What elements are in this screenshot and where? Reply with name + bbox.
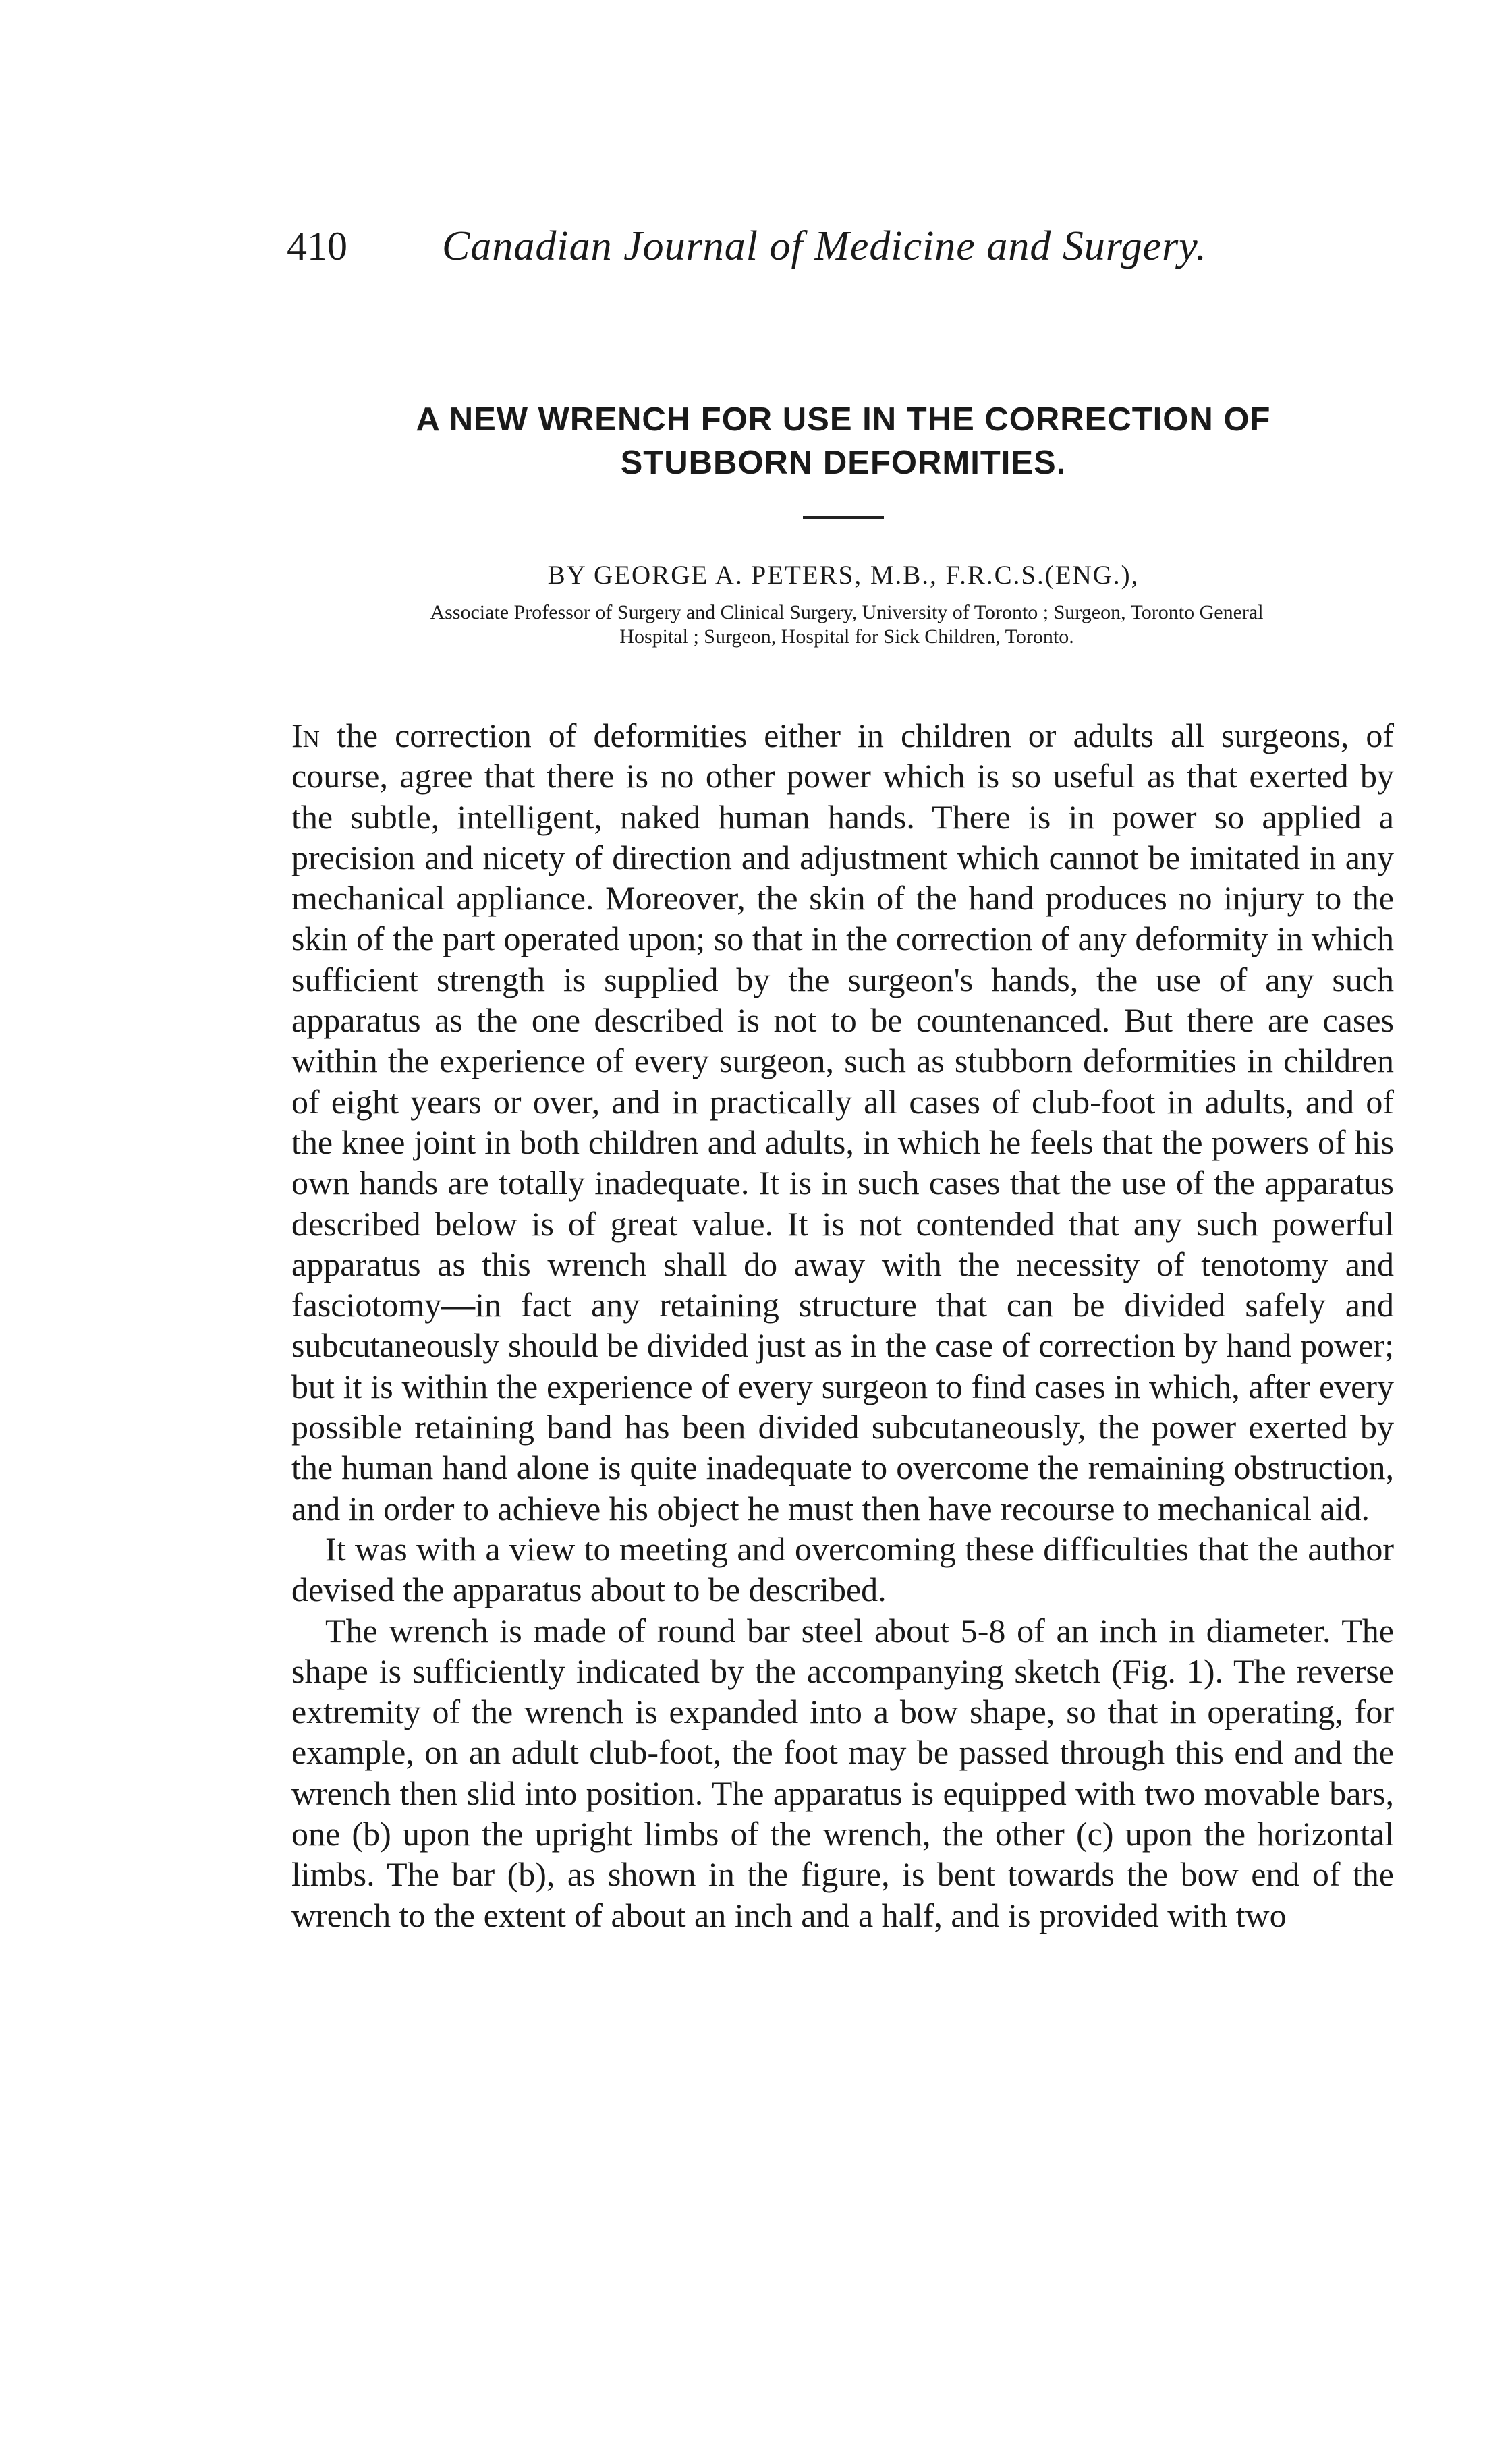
running-head xyxy=(287,223,1393,270)
paragraph-1-text: the correction of deformities either in children or adults all surgeons, of course, agree that there is no other power which is so useful as that exerted by the subtle, intelligent, naked human hands. There is in power so applied a precision and nicety of direction and adjustment which cannot be imitated in any mechanical appliance. Moreover, the skin of the hand produces no injury to the skin of the part operated upon; so that in the correction of any deformity in which sufficient strength is supplied by the surgeon's hands, the use of any such apparatus as the one described is not to be countenanced. But there are cases within the experience of every surgeon, such as stubborn deformities in children of eight years or over, and in practically all cases of club-foot in adults, and of the knee joint in both children and adults, in which he feels that the powers of his own hands are totally inadequate. It is in such cases that the use of the apparatus described below is of great value. It is not contended that any such powerful apparatus as this wrench shall do away with the necessity of tenotomy and fasciotomy—in fact any retaining structure that can be divided safely and subcutaneously should be divided just as in the case of correction by hand power; but it is within the experience of every surgeon to find cases in which, after every possible retaining band has been divided subcutaneously, the power exerted by the human hand alone is quite inadequate to overcome the remaining obstruction, and in order to achieve his object he must then have recourse to mechanical aid. xyxy=(291,716,1394,1527)
page-number: 410 xyxy=(287,224,347,269)
affiliation-line-1: Associate Professor of Surgery and Clinical Surgery, University of Toronto ; Surgeon, Toronto General xyxy=(430,601,1264,623)
paragraph-lead-word: In xyxy=(291,716,320,754)
article-title-line-1: A NEW WRENCH FOR USE IN THE CORRECTION OF xyxy=(416,401,1271,438)
author-byline: BY GEORGE A. PETERS, M.B., F.R.C.S.(ENG.), xyxy=(547,561,1140,590)
body-paragraph-3: The wrench is made of round bar steel about 5-8 of an inch in diameter. The shape is sufficiently indicated by the accompanying sketch (Fig. 1). The reverse extremity of the wrench is expanded into a bow shape, so that in operating, for example, on an adult club-foot, the foot may be passed through this end and the wrench then slid into position. The apparatus is equipped with two movable bars, one (b) upon the upright limbs of the wrench, the other (c) upon the horizontal limbs. The bar (b), as shown in the figure, is bent towards the bow end of the wrench to the extent of about an inch and a half, and is provided with two xyxy=(291,1611,1394,1934)
journal-title: Canadian Journal of Medicine and Surgery. xyxy=(442,223,1207,269)
author-affiliation xyxy=(287,600,1407,649)
article-body xyxy=(291,715,1394,1936)
affiliation-line-2: Hospital ; Surgeon, Hospital for Sick Children, Toronto. xyxy=(619,625,1074,648)
title-divider xyxy=(803,516,884,519)
body-paragraph-2: It was with a view to meeting and overcoming these difficulties that the author devised the apparatus about to be described. xyxy=(291,1529,1394,1609)
body-paragraph-1 xyxy=(291,715,1394,1529)
article-title-line-2: STUBBORN DEFORMITIES. xyxy=(620,445,1067,481)
article-title xyxy=(297,398,1390,484)
